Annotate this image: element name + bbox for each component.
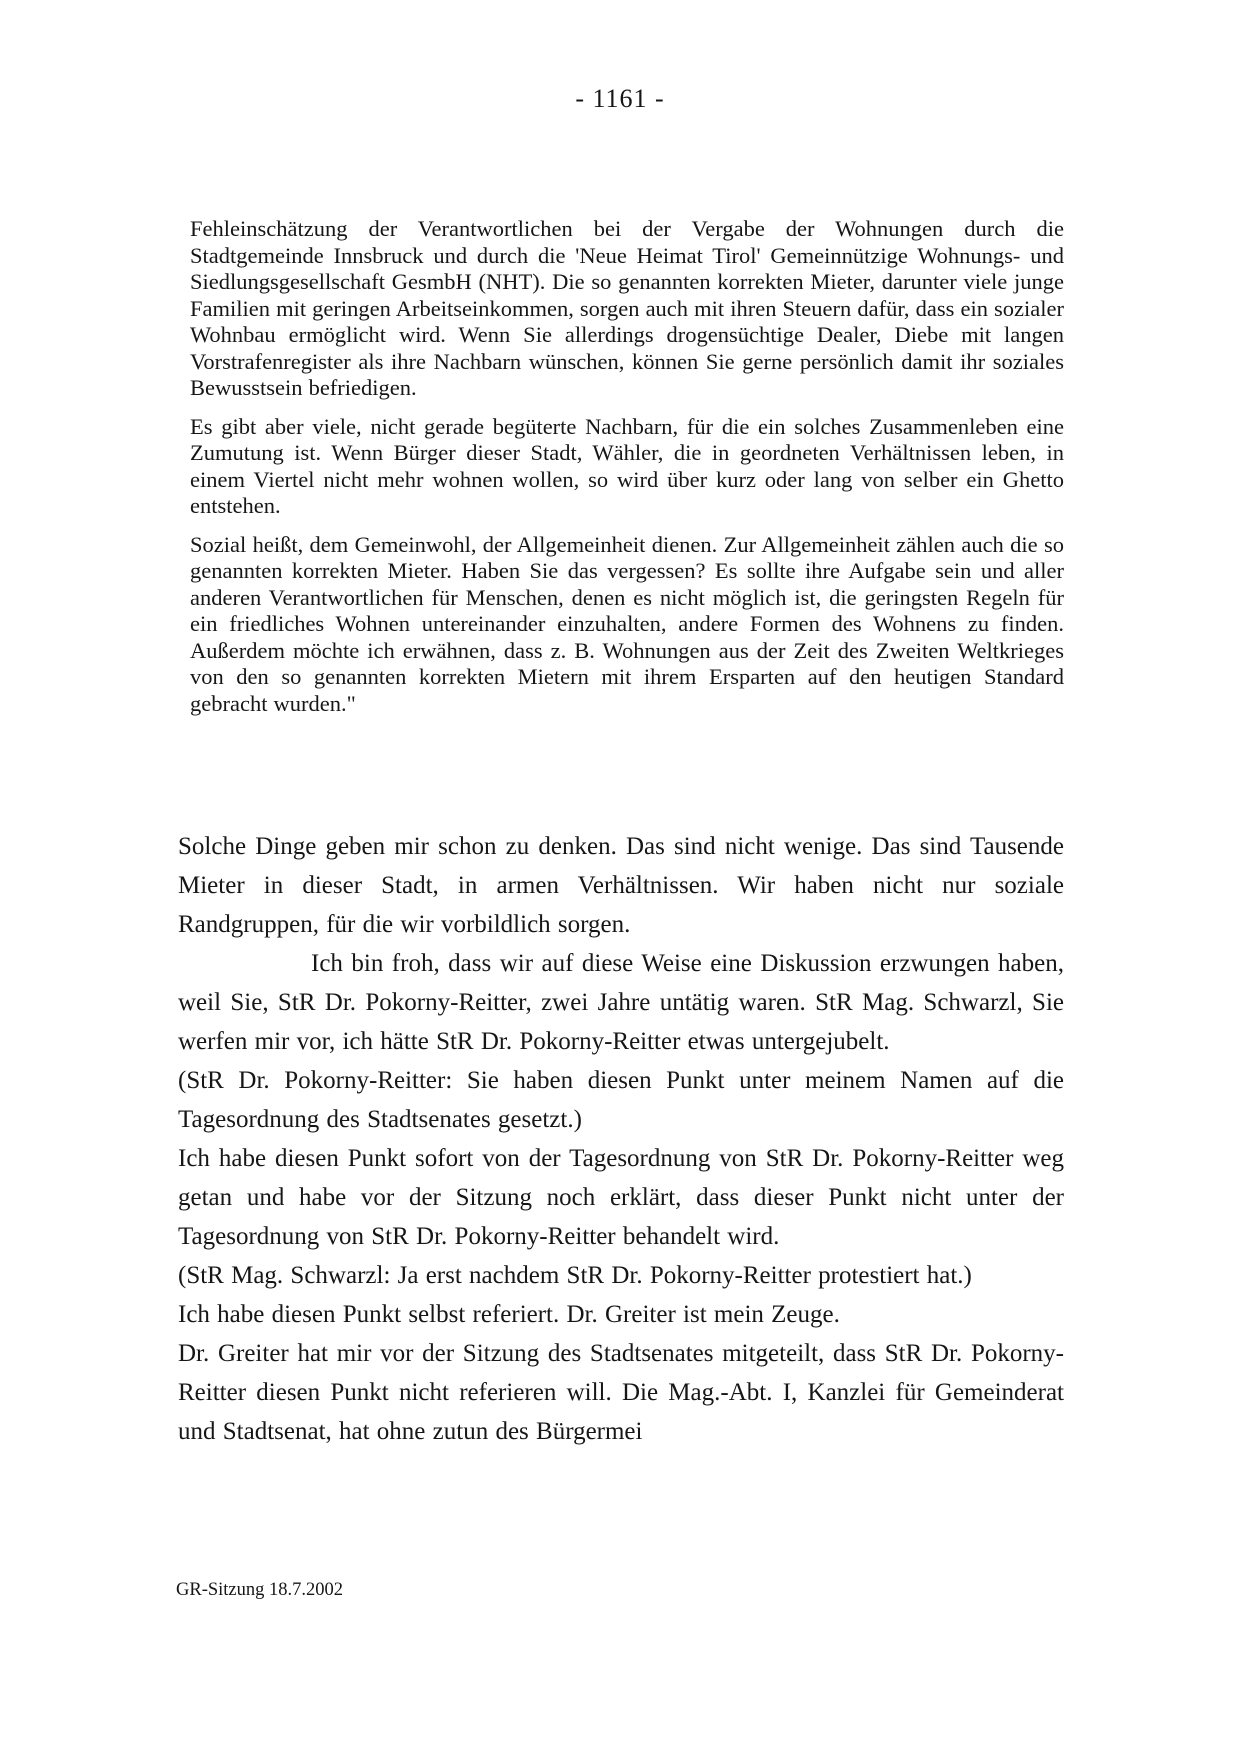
speech-text xyxy=(178,827,1064,1451)
quote-paragraph: Fehleinschätzung der Verantwortlichen bei der Vergabe der Wohnungen durch die Stadtgemeinde Innsbruck und durch die 'Neue Heimat Tirol' Gemeinnützige Wohnungs- und Siedlungsgesellschaft GesmbH (NHT). Die so genannten korrekten Mieter, darunter viele junge Familien mit geringen Arbeitseinkommen, sorgen auch mit ihren Steuern dafür, dass ein sozialer Wohnbau ermöglicht wird. Wenn Sie allerdings drogensüchtige Dealer, Diebe mit langen Vorstrafenregister als ihre Nachbarn wünschen, können Sie gerne persönlich damit ihr soziales Bewusstsein befriedigen. xyxy=(190,216,1064,400)
quote-paragraph: Sozial heißt, dem Gemeinwohl, der Allgemeinheit dienen. Zur Allgemeinheit zählen auch die so genannten korrekten Mieter. Haben Sie das vergessen? Es sollte ihre Aufgabe sein und aller anderen Verantwortlichen für Menschen, denen es nicht möglich ist, die geringsten Regeln für ein friedliches Wohnen untereinander einzuhalten, andere Formen des Wohnens zu finden. Außerdem möchte ich erwähnen, dass z. B. Wohnungen aus der Zeit des Zweiten Weltkrieges von den so genannten korrekten Mietern mit ihrem Ersparten auf den heutigen Standard gebracht wurden." xyxy=(190,531,1064,716)
body-paragraph: Ich bin froh, dass wir auf diese Weise eine Diskussion erzwungen haben, weil Sie, StR Dr. Pokorny-Reitter, zwei Jahre untätig waren. StR Mag. Schwarzl, Sie werfen mir vor, ich hätte StR Dr. Pokorny-Reitter etwas untergejubelt. xyxy=(178,950,1064,1055)
body-paragraph: Ich habe diesen Punkt sofort von der Tagesordnung von StR Dr. Pokorny-Reitter weg getan und habe vor der Sitzung noch erklärt, dass dieser Punkt nicht unter der Tagesordnung von StR Dr. Pokorny-Reitter behandelt wird. xyxy=(178,1145,1064,1250)
body-paragraph: Ich habe diesen Punkt selbst referiert. Dr. Greiter ist mein Zeuge. xyxy=(178,1301,840,1328)
page-footer-label: GR-Sitzung 18.7.2002 xyxy=(176,1580,344,1600)
body-paragraph-interjection: (StR Dr. Pokorny-Reitter: Sie haben diesen Punkt unter meinem Namen auf die Tagesordnung des Stadtsenates gesetzt.) xyxy=(178,1067,1064,1133)
block-quote xyxy=(190,216,1064,729)
body-paragraph: Solche Dinge geben mir schon zu denken. Das sind nicht wenige. Das sind Tausende Mieter in dieser Stadt, in armen Verhältnissen. Wir haben nicht nur soziale Randgruppen, für die wir vorbildlich sorgen. xyxy=(178,833,1064,938)
body-paragraph-interjection: (StR Mag. Schwarzl: Ja erst nachdem StR Dr. Pokorny-Reitter protestiert hat.) xyxy=(178,1262,972,1289)
quote-paragraph: Es gibt aber viele, nicht gerade begüterte Nachbarn, für die ein solches Zusammenleben eine Zumutung ist. Wenn Bürger dieser Stadt, Wähler, die in geordneten Verhältnissen leben, in einem Viertel nicht mehr wohnen wollen, so wird über kurz oder lang von selber ein Ghetto entstehen. xyxy=(190,413,1064,518)
page-number: - 1161 - xyxy=(575,84,665,113)
body-paragraph: Dr. Greiter hat mir vor der Sitzung des Stadtsenates mitgeteilt, dass StR Dr. Pokorny-Reitter diesen Punkt nicht referieren will. Die Mag.-Abt. I, Kanzlei für Gemeinderat und Stadtsenat, hat ohne zutun des Bürgermei xyxy=(178,1340,1064,1445)
